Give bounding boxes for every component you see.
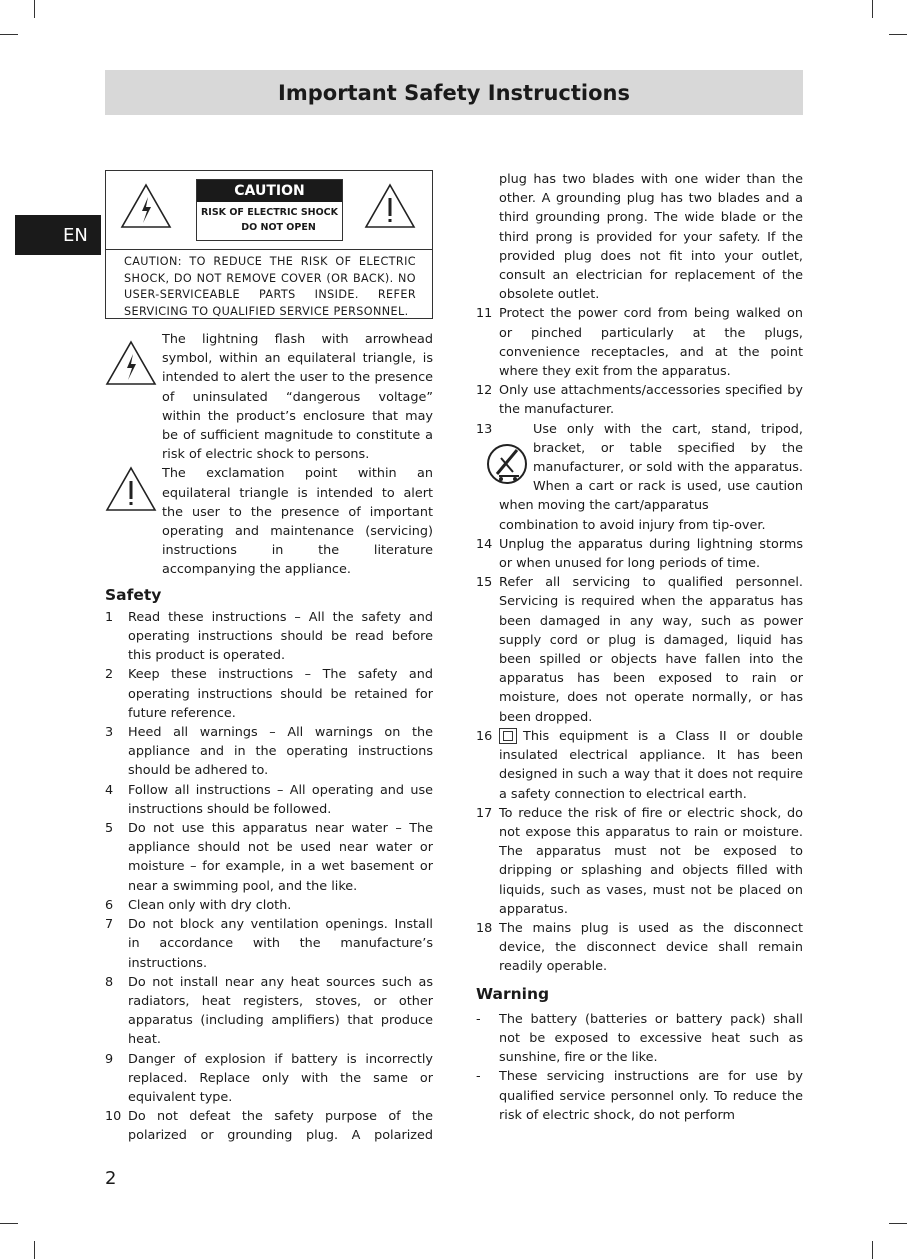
caution-line-1: RISK OF ELECTRIC SHOCK	[200, 207, 339, 218]
page-title: Important Safety Instructions	[105, 70, 803, 115]
crop-mark	[34, 1241, 35, 1259]
lightning-triangle-icon	[120, 183, 172, 229]
caution-box	[105, 170, 433, 319]
symbol-text: The exclamation point within an equilateral triangle is intended to alert the user to the presence of important operating and maintenance (servicing) instructions in the literature accompanying the appliance.	[162, 466, 433, 578]
list-item: 6 Clean only with dry cloth.	[105, 897, 292, 913]
caution-heading: CAUTION	[197, 180, 342, 202]
left-column	[105, 330, 433, 1146]
warning-heading: Warning	[476, 984, 550, 1003]
caution-line-2: DO NOT OPEN	[241, 222, 316, 233]
list-item: 4 Follow all instructions – All operating and use instructions should be followed.	[105, 782, 433, 817]
list-item: - The battery (batteries or battery pack) shall not be exposed to excessive heat such as sunshine, fire or the like.	[476, 1011, 803, 1066]
class-ii-icon	[499, 728, 517, 744]
list-item: 18 The mains plug is used as the disconnect device, the disconnect device shall remain readily operable.	[476, 920, 803, 975]
symbol-text: The lightning flash with arrowhead symbol, within an equilateral triangle, is intended to alert the user to the presence of uninsulated “dangerous voltage” within the product’s enclosure that may be of sufficient magnitude to constitute a risk of electric shock to persons.	[162, 332, 433, 463]
cart-warning-icon	[487, 438, 527, 488]
symbol-exclamation	[105, 464, 433, 579]
list-item: 16 This equipment is a Class II or double insulated electrical appliance. It has been designed in such a way that it does not require a safety connection to electrical earth.	[476, 728, 803, 802]
list-item: 12 Only use attachments/accessories specified by the manufacturer.	[476, 383, 803, 418]
list-item: 11 Protect the power cord from being walked on or pinched particularly at the plugs, convenience receptacles, and at the point where they exit from the apparatus.	[476, 306, 803, 380]
list-item: 2 Keep these instructions – The safety and operating instructions should be retained for future reference.	[105, 667, 433, 721]
list-item: 3 Heed all warnings – All warnings on the appliance and in the operating instructions should be adhered to.	[105, 725, 433, 779]
caution-label	[196, 179, 343, 241]
page-number: 2	[105, 1168, 117, 1189]
crop-mark	[0, 1223, 18, 1224]
list-item: 14 Unplug the apparatus during lightning storms or when unused for long periods of time.	[476, 536, 803, 572]
list-item-continued: plug has two blades with one wider than the other. A grounding plug has two blades and a third grounding prong. The wide blade or the third prong is provided for your safety. If the provided plug does not fit into your outlet, consult an electrician for replacement of the obsolete outlet.	[499, 172, 803, 303]
list-item: 17 To reduce the risk of fire or electric shock, do not expose this apparatus to rain or moisture. The apparatus must not be exposed to dripping or splashing and objects filled with liquids, such as vases, must not be placed on apparatus.	[476, 805, 803, 917]
crop-mark	[34, 0, 35, 18]
caution-text: CAUTION: TO REDUCE THE RISK OF ELECTRIC SHOCK, DO NOT REMOVE COVER (OR BACK). NO USER-SERVICEABLE PARTS INSIDE. REFER SERVICING TO QUALIFIED SERVICE PERSONNEL.	[124, 255, 416, 318]
list-item: 13 Use only with the cart, stand, tripod, bracket, or table specified by the manufacturer, or sold with the apparatus. When a cart or rack is used, use caution when moving the cart/apparatus	[476, 421, 803, 514]
list-item: - These servicing instructions are for use by qualified service personnel only. To reduce the risk of electric shock, do not perform	[476, 1069, 803, 1123]
exclamation-triangle-icon	[105, 466, 157, 512]
list-item: 9 Danger of explosion if battery is incorrectly replaced. Replace only with the same or equivalent type.	[105, 1051, 433, 1105]
list-item: 10 Do not defeat the safety purpose of the polarized or grounding plug. A polarized	[105, 1109, 433, 1144]
list-item-continued: combination to avoid injury from tip-over.	[499, 517, 766, 533]
exclamation-triangle-icon	[364, 183, 416, 229]
list-item: 15 Refer all servicing to qualified personnel. Servicing is required when the apparatus has been damaged in any way, such as power supply cord or plug is damaged, liquid has been spilled or objects have fallen into the apparatus has been exposed to rain or moisture, does not operate normally, or has been dropped.	[476, 575, 803, 725]
right-column	[476, 170, 803, 1125]
language-tab: EN	[15, 215, 101, 255]
crop-mark	[0, 34, 18, 35]
list-item: 8 Do not install near any heat sources such as radiators, heat registers, stoves, or other apparatus (including amplifiers) that produce heat.	[105, 974, 433, 1048]
crop-mark	[872, 0, 873, 18]
symbol-lightning	[105, 330, 433, 464]
list-item: 7 Do not block any ventilation openings. Install in accordance with the manufacture’s instructions.	[105, 917, 433, 971]
list-item: 1 Read these instructions – All the safety and operating instructions should be read before this product is operated.	[105, 609, 433, 664]
crop-mark	[889, 34, 907, 35]
lightning-triangle-icon	[105, 340, 157, 386]
crop-mark	[889, 1223, 907, 1224]
safety-heading: Safety	[105, 585, 162, 604]
crop-mark	[872, 1241, 873, 1259]
list-item: 5 Do not use this apparatus near water – The appliance should not be used near water or moisture – for example, in a wet basement or near a swimming pool, and the like.	[105, 821, 433, 894]
